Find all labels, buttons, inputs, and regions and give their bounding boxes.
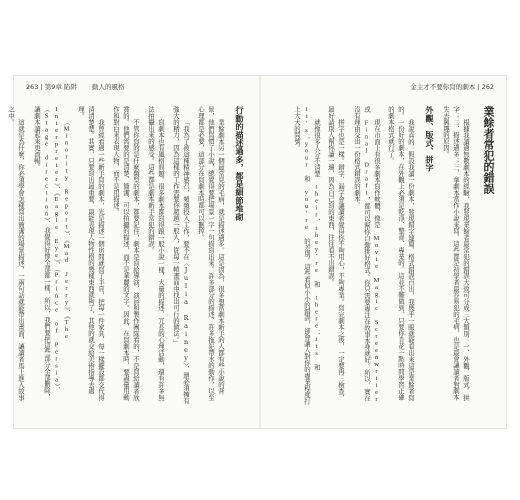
subheading: 外觀、版式、拼字: [425, 106, 435, 172]
section-heading: 行動的描述過多，都是細節堆砌: [235, 106, 245, 221]
paragraph: 就像很多人分不清楚 their、they're 和 there；its 和 it's；your 和 you're 的差別。這些看似小小的錯誤，卻會讓人對你的專業程度打上大大的問號。: [293, 106, 320, 405]
right-page: [260, 76, 506, 428]
paragraph: 現在市面上有很多劇本寫作軟體，像是 Movie Magic Screenwriter 或 Final Draft，都可以幫你自動排好格式。你只需要專注在故事本身就好。所以，實在沒有理由交出一份格式錯誤的劇本。: [353, 106, 380, 403]
chapter-title: 業餘者常犯的錯誤: [482, 106, 495, 194]
paragraph: 我曾經看過一些新手寫的劇本，光是描述一個房間就寫了半頁，把每一件家具、每一樣擺設都交代得清清楚楚。其實，只要寫出最重要、最能表現人物性格的幾樣東西就夠了，其他的就交給美術指導去處理。: [77, 106, 105, 401]
paragraph: 這就是為什麼，你必須學會怎樣寫出簡潔的場景描述，一兩句話就能帶出畫面，讓讀者馬上進入故事之中。: [7, 106, 25, 401]
paragraph: 業餘劇本另一個最常見的毛病，就是描述過多。這是因為，很多想當劇本新手的人都有些小說的背景，他們寫慣了小說，總覺得要把場景一字一句描寫出來。許多部分的描述、許多拖泥帶水的動作，以至心理都是必要，這部分在寫劇本時都可以刪掉。: [197, 106, 225, 401]
right-page-text: [270, 106, 496, 406]
left-page: [7, 76, 260, 428]
paragraph: （Minority Report）、《Mad Jerry》、《The Interpreter》、《Eagle Eye》、（Prince of Persia）、（Stage direction）、我覺得好像全部都一樣，所以，我們要把這些部分全部刪除，讓劇本讀起來更流暢。: [33, 106, 70, 400]
paragraph: 不管你寫的是什麼類型的劇本，都要記住，劇本是寫給導演、演員和製作團隊看的，不是寫給讀者欣賞的。他們需要的是清楚、簡潔、可以拍攝的描述，而不是華麗的文字。因此，在寫劇本時，要盡量用動作和對白來表現人物，而不是用描述。: [112, 106, 140, 401]
right-running-head: 金主才不要你寫的劇本 | 262: [410, 83, 494, 91]
paragraph: 拼字也是一樣。錯字、漏字會讓讀者覺得你不夠用心，不夠專業。寫完劇本之後，一定要再三檢查，最好請別人幫你讀一遍，因為自己寫的東西，往往看不出錯誤。: [327, 106, 345, 401]
left-page-text: [7, 106, 246, 406]
paragraph: 寫劇本也有風格問題。很多劇本都寫得跟一般小說一樣，大量的描述、冗長的心理活動，還有許多無法拍攝出來的感受。這些都是劇本新手常犯的錯誤。: [147, 106, 165, 401]
intro-paragraph: 根據我讀過無數劇本的經驗，我發現業餘者最常犯的錯誤大致可分成三大類別：一、外觀、版式、拼字；二、描述過多；三、拿劇本當作小說來寫。這些都是初學者最容易犯的毛病，也是最會讓讀者對劇本失去興趣的原因。: [442, 106, 470, 401]
left-running-head: 263 | 第9章 陷阱 動人的風格: [26, 83, 125, 91]
book-spread: [7, 76, 506, 428]
paragraph: 我說真的：假設我讀一份劇本，發現錯字連篇、格式錯誤百出，我幾乎一眼就能看出來這是業餘者寫的。一份好的劇本，在外觀上必須是乾淨、整齊、專業的。這並不難做到，只要你肯花一點時間學習正確的劇本格式就行了。: [387, 106, 415, 401]
paragraph: 「我為了被這種精神感召，頻頻投入工作，要不在〈Julia Rainey〉，還必須擁有強大的精力，因為這樣的工作需要你超越一般人，從每一幀畫面中找出可行的做法。」: [172, 106, 190, 404]
